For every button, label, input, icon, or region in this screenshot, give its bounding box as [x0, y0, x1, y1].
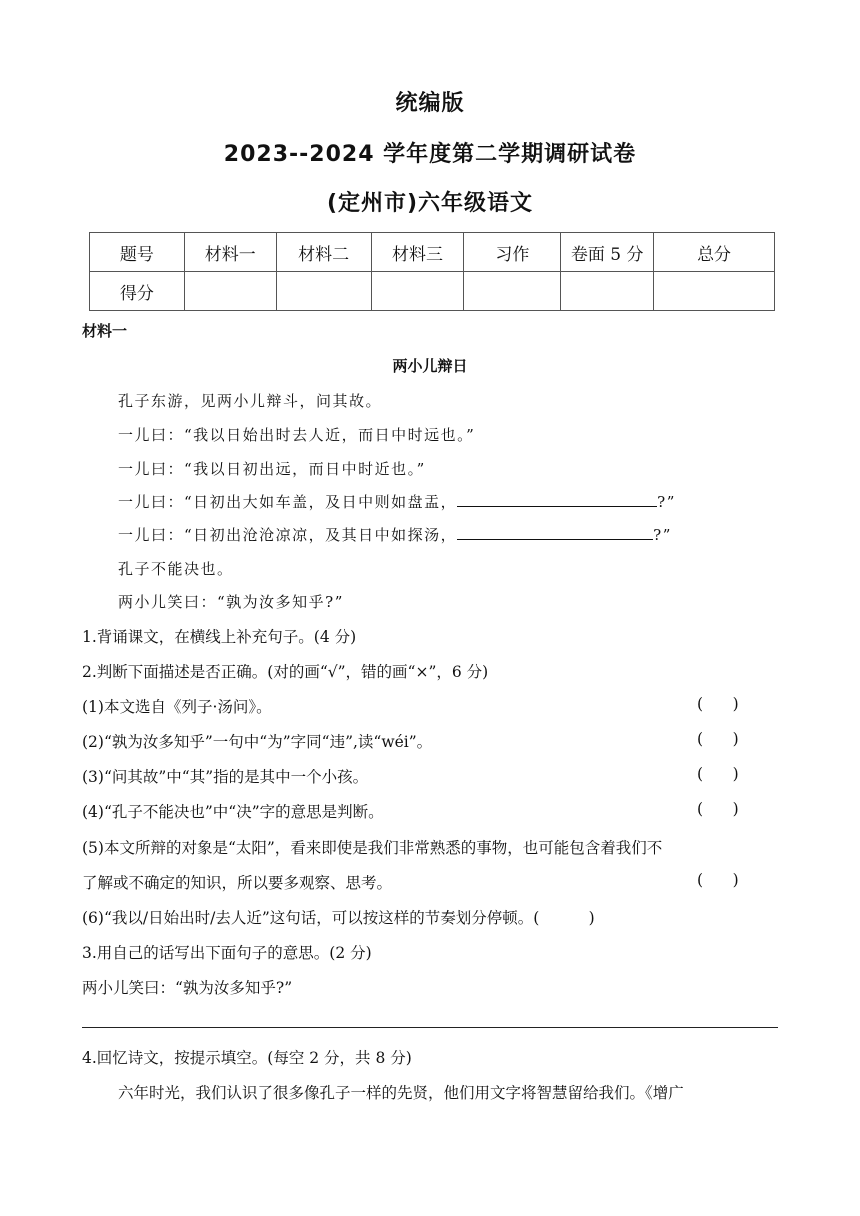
answer-paren-4[interactable]: ( )	[697, 800, 739, 818]
score-row-label: 得分	[90, 272, 185, 311]
score-header-cell: 材料二	[276, 233, 371, 272]
q2-item-1: (1)本文选自《列子·汤问》。	[82, 698, 272, 716]
passage-text: 一儿曰：“日初出沧沧凉凉，及其日中如探汤，	[118, 526, 458, 544]
score-input-cell[interactable]	[184, 272, 276, 311]
score-table	[89, 232, 775, 311]
exam-title: 2023--2024 学年度第二学期调研试卷	[223, 142, 637, 167]
passage-text: 一儿曰：“日初出大如车盖，及日中则如盘盂，	[118, 493, 458, 511]
q2-item-5: (5)本文所辩的对象是“太阳”，看来即使是我们非常熟悉的事物，也可能包含着我们不	[82, 839, 663, 857]
exam-subtitle: (定州市)六年级语文	[326, 191, 534, 216]
score-header-cell: 卷面 5 分	[561, 233, 654, 272]
fill-blank-1[interactable]	[457, 492, 657, 507]
question-3-quote: 两小儿笑曰：“孰为汝多知乎?”	[82, 979, 293, 997]
score-header-cell: 总分	[654, 233, 775, 272]
section-label: 材料一	[82, 322, 128, 340]
score-input-cell[interactable]	[371, 272, 464, 311]
score-header-cell: 习作	[464, 233, 561, 272]
score-table-score-row	[90, 272, 775, 311]
score-input-cell[interactable]	[276, 272, 371, 311]
passage-line-with-blank	[118, 524, 672, 545]
edition-label: 统编版	[395, 91, 465, 116]
question-4: 4.回忆诗文，按提示填空。(每空 2 分，共 8 分)	[82, 1049, 412, 1067]
answer-paren-1[interactable]: ( )	[697, 695, 739, 713]
question-1: 1.背诵课文，在横线上补充句子。(4 分)	[82, 628, 357, 646]
passage-title: 两小儿辩日	[392, 357, 468, 375]
answer-paren-3[interactable]: ( )	[697, 765, 739, 783]
score-header-cell: 材料三	[371, 233, 464, 272]
q2-item-5-cont: 了解或不确定的知识，所以要多观察、思考。	[82, 874, 393, 892]
score-input-cell[interactable]	[464, 272, 561, 311]
score-input-cell[interactable]	[654, 272, 775, 311]
question-2: 2.判断下面描述是否正确。(对的画“√”，错的画“×”，6 分)	[82, 663, 489, 681]
question-4-text: 六年时光，我们认识了很多像孔子一样的先贤，他们用文字将智慧留给我们。《增广	[118, 1084, 684, 1102]
q2-item-3: (3)“问其故”中“其”指的是其中一个小孩。	[82, 768, 369, 786]
passage-text: ?”	[657, 493, 676, 511]
passage-line: 一儿曰：“我以日始出时去人近，而日中时远也。”	[118, 426, 476, 444]
passage-line: 一儿曰：“我以日初出远，而日中时近也。”	[118, 460, 426, 478]
score-header-cell: 材料一	[184, 233, 276, 272]
question-3: 3.用自己的话写出下面句子的意思。(2 分)	[82, 944, 372, 962]
answer-paren-5[interactable]: ( )	[697, 871, 739, 889]
passage-line: 孔子东游，见两小儿辩斗，问其故。	[118, 392, 383, 410]
score-table-header-row	[90, 233, 775, 272]
passage-text: ?”	[653, 526, 672, 544]
fill-blank-2[interactable]	[457, 525, 653, 540]
passage-line: 两小儿笑曰：“孰为汝多知乎?”	[118, 593, 344, 611]
answer-line[interactable]	[82, 1027, 778, 1028]
answer-paren-6[interactable]: )	[588, 909, 595, 927]
q2-item-4: (4)“孔子不能决也”中“决”字的意思是判断。	[82, 803, 384, 821]
q2-item-6: (6)“我以/日始出时/去人近”这句话，可以按这样的节奏划分停顿。( )	[82, 909, 595, 927]
passage-line-with-blank	[118, 491, 676, 512]
answer-paren-2[interactable]: ( )	[697, 730, 739, 748]
score-input-cell[interactable]	[561, 272, 654, 311]
passage-line: 孔子不能决也。	[118, 560, 234, 578]
score-header-cell: 题号	[90, 233, 185, 272]
q2-item-2: (2)“孰为汝多知乎”一句中“为”字同“违”,读“wéi”。	[82, 733, 433, 751]
